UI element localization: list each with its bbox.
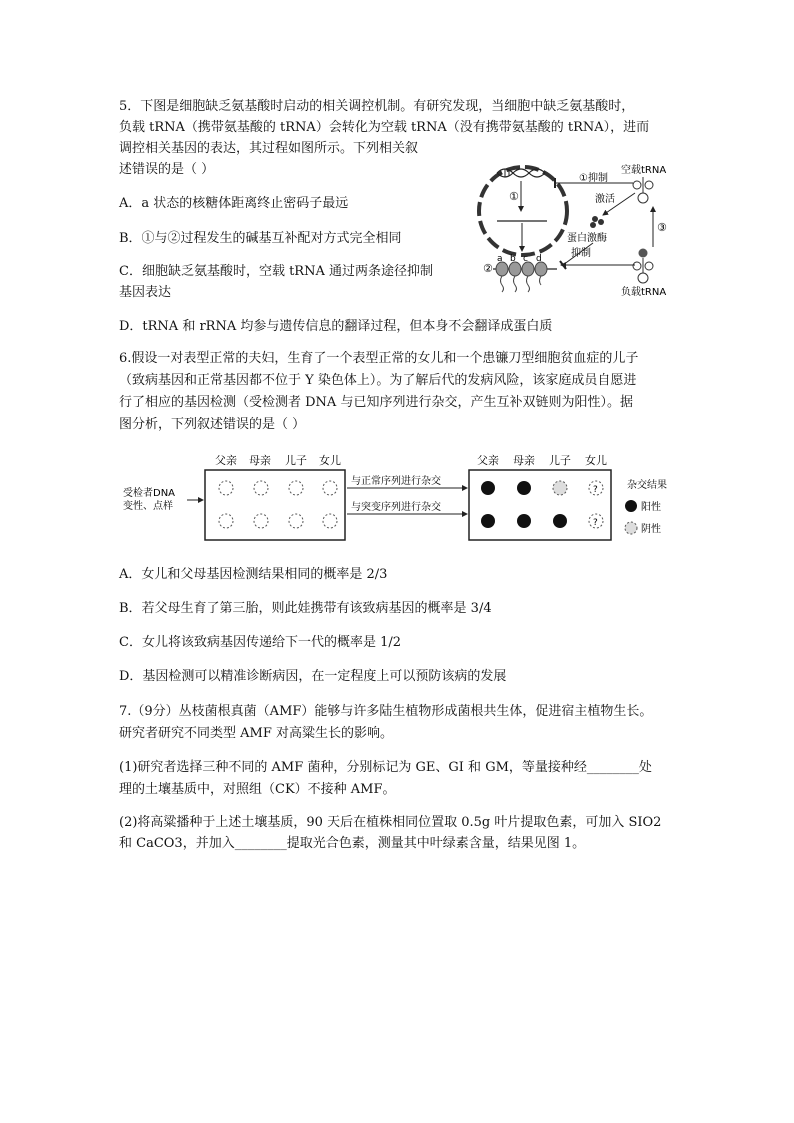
- inhibit-2-label: 抑制: [571, 248, 591, 259]
- legend-title: 杂交结果: [627, 480, 667, 491]
- input-label-line2: 变性、点样: [123, 501, 173, 512]
- q6-stem-line3: 行了相应的基因检测（受检测者 DNA 与已知序列进行杂交，产生互补双链则为阳性）。据: [119, 395, 633, 410]
- q5-stem-line1: 5．下图是细胞缺乏氨基酸时启动的相关调控机制。有研究发现，当细胞中缺乏氨基酸时，: [119, 99, 635, 114]
- q5-option-a: A．a 状态的核糖体距离终止密码子最远: [119, 196, 349, 211]
- ribosome-label-b: b: [510, 254, 516, 264]
- q6-stem-line1: 6.假设一对表型正常的夫妇，生育了一个表型正常的女儿和一个患镰刀型细胞贫血症的儿子: [119, 351, 639, 366]
- left-member-son: 儿子: [285, 454, 307, 467]
- q7-stem-line1: 7.（9分）丛枝菌根真菌（AMF）能够与许多陆生植物形成菌根共生体，促进宿主植物生长。: [119, 704, 653, 719]
- legend-negative: 阴性: [641, 524, 661, 535]
- q5-label-1: ①: [509, 190, 519, 203]
- ribosome-icons: [496, 262, 547, 292]
- q5-regulation-figure: [475, 143, 690, 301]
- q7-stem-line2: 研究者研究不同类型 AMF 对高粱生长的影响。: [119, 726, 393, 741]
- inhibit-1-label: ①抑制: [579, 173, 608, 184]
- legend-positive: 阳性: [641, 502, 661, 513]
- ribosome-label-d: d: [536, 254, 542, 264]
- q5-label-2: ②: [483, 262, 493, 275]
- protein-kinase-icon: [590, 216, 604, 228]
- q6-gene-test-figure: [119, 448, 684, 548]
- q5-option-c-line1: C．细胞缺乏氨基酸时，空载 tRNA 通过两条途径抑制: [119, 264, 433, 279]
- loaded-trna-label: 负载tRNA: [621, 287, 667, 298]
- q6-stem-line2: （致病基因和正常基因都不位于 Y 染色体上）。为了解后代的发病风险，该家庭成员自愿进: [119, 373, 637, 388]
- q5-stem-line4: 述错误的是（ ）: [119, 162, 215, 177]
- membrane-box-left: [205, 470, 345, 540]
- q5-option-c-line2: 基因表达: [119, 285, 172, 300]
- left-member-daughter: 女儿: [319, 454, 341, 467]
- empty-trna-label: 空载tRNA: [621, 165, 667, 176]
- q7-part2-line2: 和 CaCO3，并加入________提取光合色素，测量其中叶绿素含量，结果见图 1。: [119, 836, 586, 851]
- empty-trna-icon: [633, 177, 653, 203]
- q5-stem-line3: 调控相关基因的表达，其过程如图所示。下列相关叙: [119, 141, 419, 156]
- nucleus-circle: [479, 167, 567, 255]
- q5-label-3: ③: [657, 221, 667, 234]
- q5-option-b: B．①与②过程发生的碱基互补配对方式完全相同: [119, 231, 402, 246]
- right-member-father: 父亲: [477, 454, 499, 467]
- q7-part1-line1: (1)研究者选择三种不同的 AMF 菌种，分别标记为 GE、GI 和 GM，等量接种经________处: [119, 760, 652, 775]
- protein-kinase-label: 蛋白激酶: [567, 233, 607, 244]
- arrow-normal-label: 与正常序列进行杂交: [351, 476, 441, 487]
- right-member-mother: 母亲: [513, 454, 535, 467]
- q5-option-d: D．tRNA 和 rRNA 均参与遗传信息的翻译过程，但本身不会翻译成蛋白质: [119, 319, 553, 334]
- ribosome-label-a: a: [497, 254, 503, 264]
- right-member-daughter: 女儿: [585, 454, 607, 467]
- daughter-unknown-mutant: ?: [593, 518, 598, 528]
- activate-label: 激活: [595, 194, 615, 205]
- left-member-father: 父亲: [215, 454, 237, 467]
- left-member-mother: 母亲: [249, 454, 271, 467]
- input-label-line1: 受检者DNA: [123, 488, 176, 499]
- q5-stem-line2: 负载 tRNA（携带氨基酸的 tRNA）会转化为空载 tRNA（没有携带氨基酸的 tRNA），进而: [119, 120, 650, 135]
- arrow-mutant-label: 与突变序列进行杂交: [351, 502, 441, 513]
- daughter-unknown-normal: ?: [593, 485, 598, 495]
- right-member-son: 儿子: [549, 454, 571, 467]
- q7-part2-line1: (2)将高粱播种于上述土壤基质，90 天后在植株相同位置取 0.5g 叶片提取色素，可加入 SIO2: [119, 815, 662, 830]
- q6-option-c: C．女儿将该致病基因传递给下一代的概率是 1/2: [119, 635, 402, 650]
- q7-part1-line2: 理的土壤基质中，对照组（CK）不接种 AMF。: [119, 782, 396, 797]
- loaded-trna-icon: [633, 249, 653, 284]
- q6-option-b: B．若父母生育了第三胎，则此娃携带有该致病基因的概率是 3/4: [119, 601, 492, 616]
- q6-stem-line4: 图分析，下列叙述错误的是（ ）: [119, 417, 306, 432]
- q6-option-d: D．基因检测可以精准诊断病因，在一定程度上可以预防该病的发展: [119, 669, 507, 684]
- q6-option-a: A．女儿和父母基因检测结果相同的概率是 2/3: [119, 567, 388, 582]
- membrane-box-right: [469, 470, 611, 540]
- ribosome-label-c: c: [523, 254, 528, 264]
